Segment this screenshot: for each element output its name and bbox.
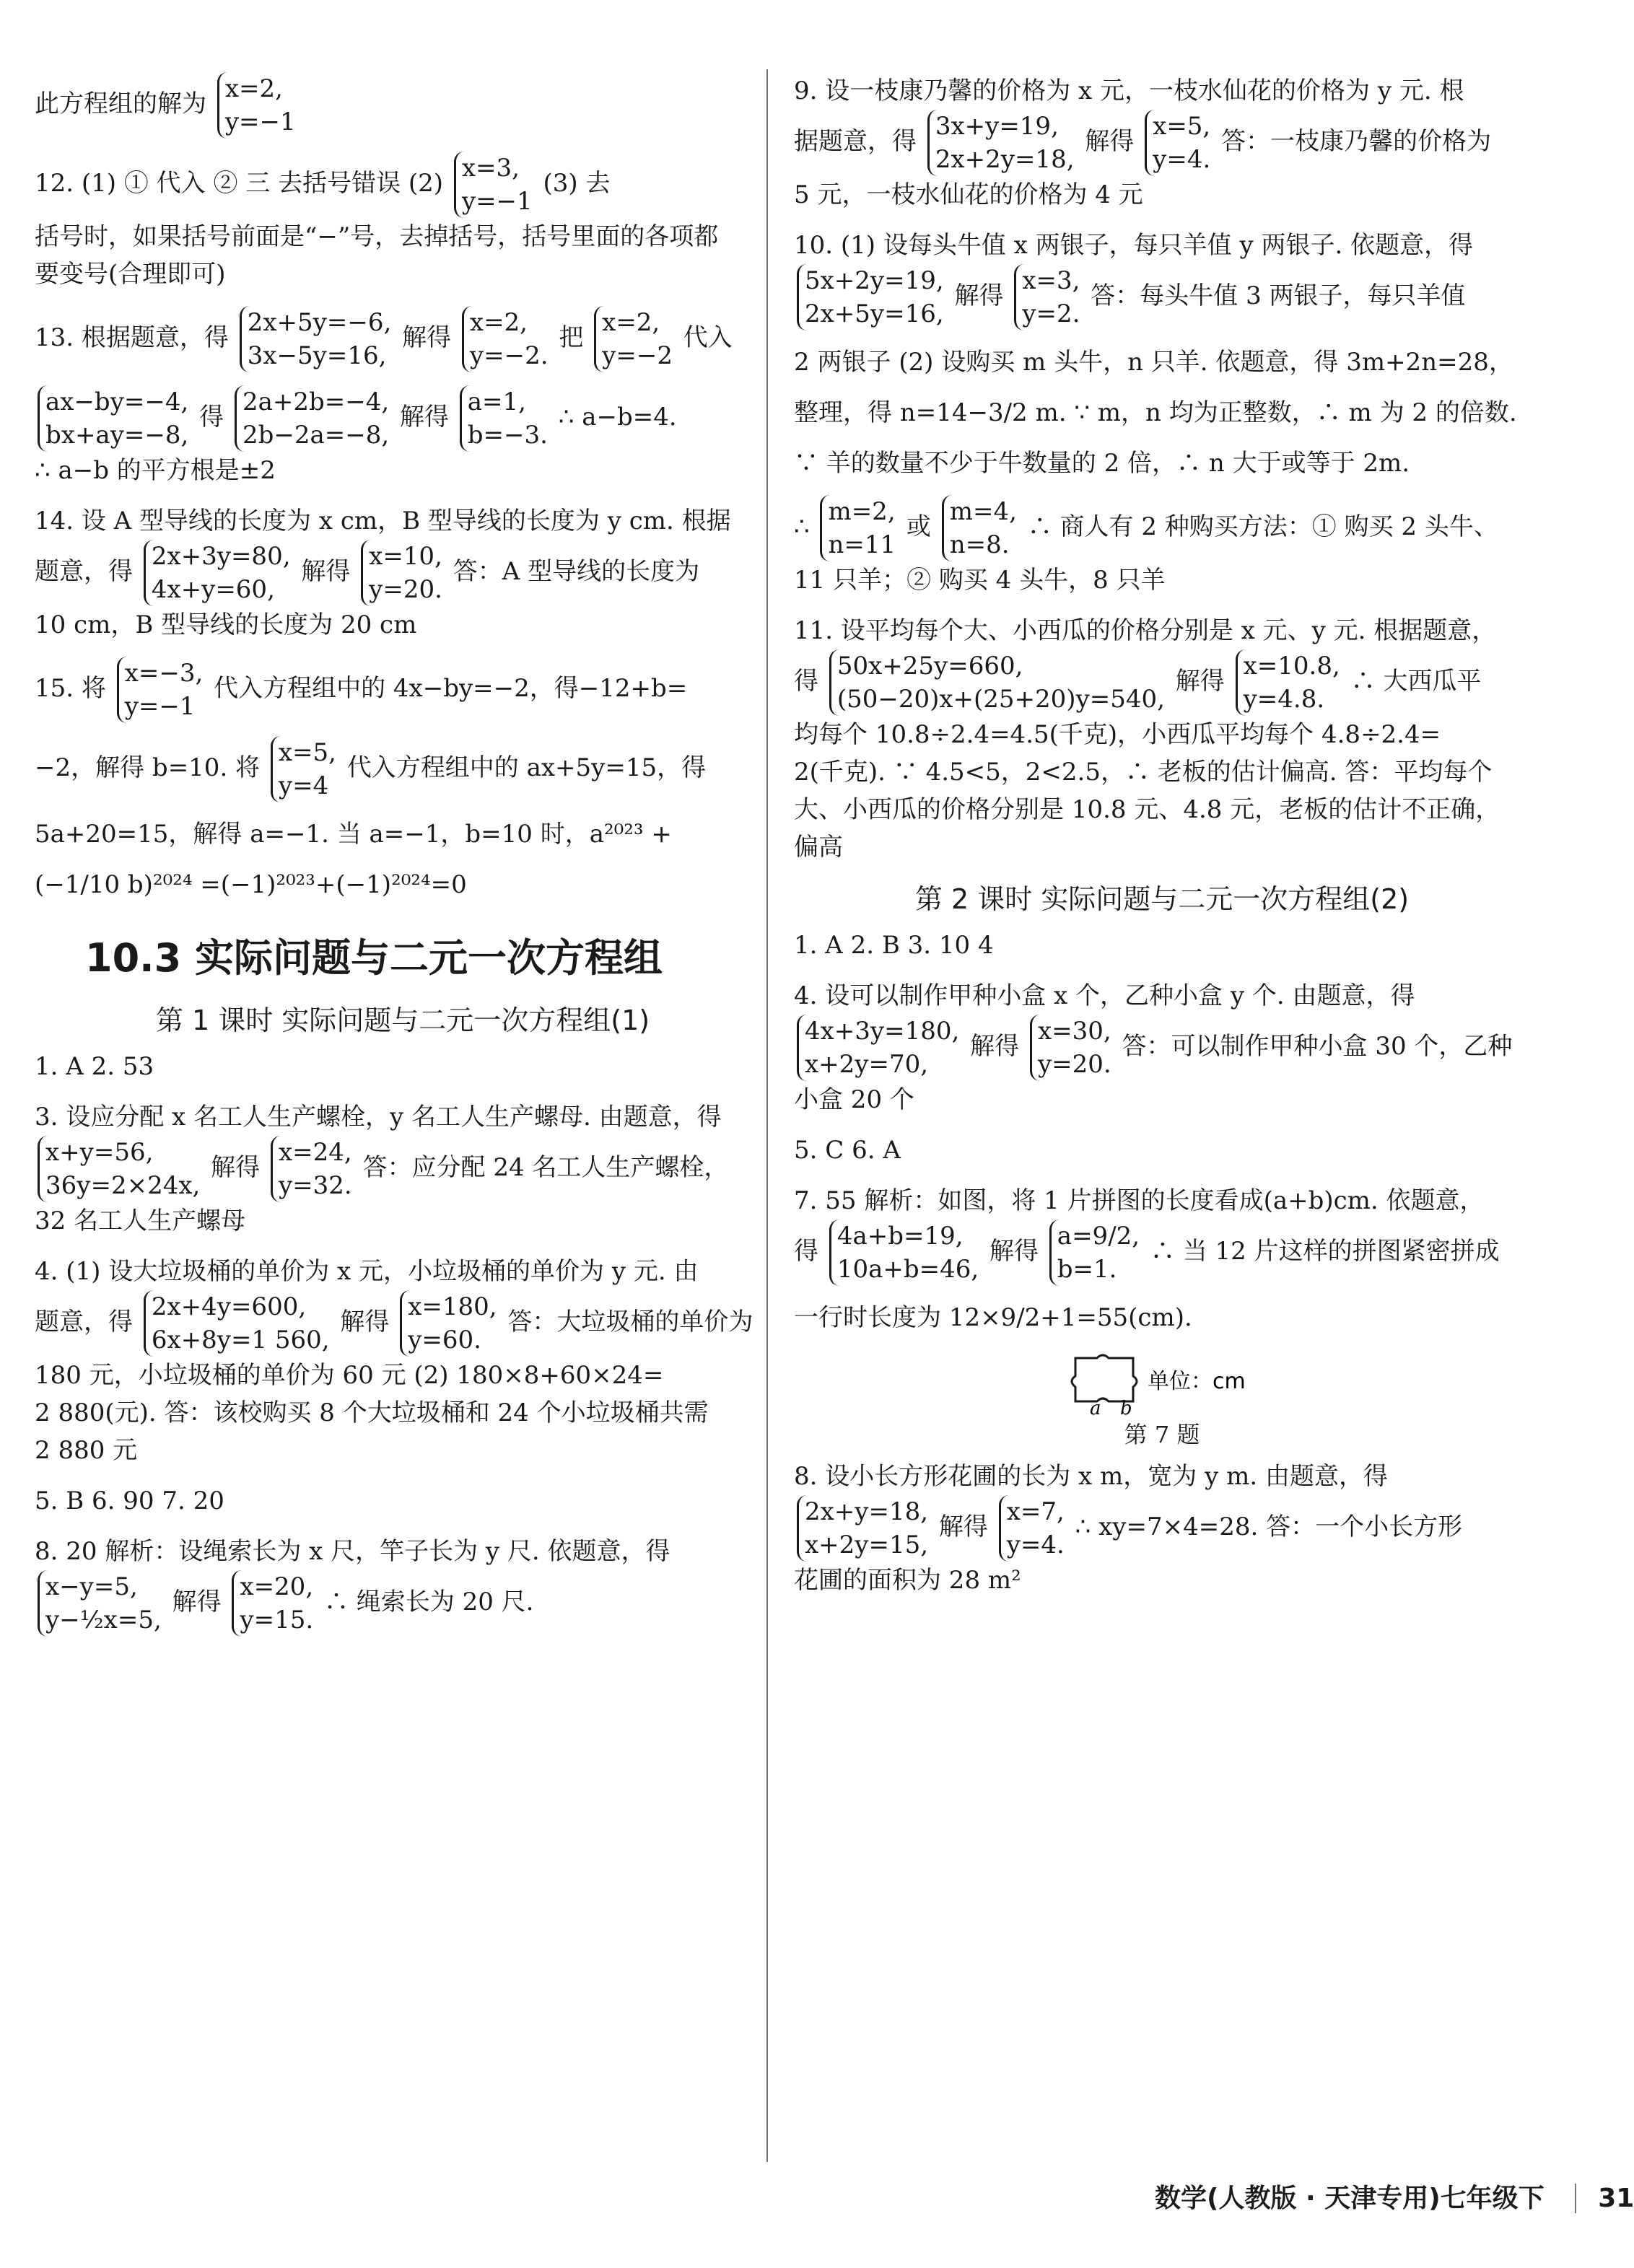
equation-system: x+y=56, 36y=2×24x, <box>38 1136 200 1202</box>
section-title: 10.3 实际问题与二元一次方程组 <box>85 935 663 981</box>
fig-label-a: a <box>1090 1398 1101 1419</box>
equation-system: x=10, y=20. <box>361 540 442 606</box>
q10-line: 2 两银子 (2) 设购买 m 头牛，n 只羊. 依题意，得 3m+2n=28， <box>794 348 1513 377</box>
left-column <box>35 72 771 1637</box>
equation-system: 2x+y=18, x+2y=15, <box>797 1495 928 1562</box>
q11-line: 均每个 10.8÷2.4=4.5(千克)，小西瓜平均每个 4.8÷2.4= <box>794 720 1441 749</box>
q10-sys2: ∴ m=2, n=11 或 m=4, n=8. ∴ 商人有 2 种购买方法：① 购买 2 头牛、 <box>794 495 1530 561</box>
q12 <box>35 152 771 218</box>
q13-end: ∴ a−b 的平方根是±2 <box>35 456 276 485</box>
puzzle-figure <box>794 1351 1530 1450</box>
equation-system: 2x+5y=−6, 3x−5y=16, <box>240 306 392 372</box>
equation-system: x=180, y=60. <box>400 1290 497 1357</box>
answer-line: 4. (1) 设大垃圾桶的单价为 x 元，小垃圾桶的单价为 y 元. 由 <box>35 1257 699 1286</box>
q14-line: 10 cm，B 型导线的长度为 20 cm <box>35 610 417 639</box>
fig-unit: 单位：cm <box>1148 1369 1246 1394</box>
puzzle-piece-icon <box>1068 1351 1256 1419</box>
q15-line: 5a+20=15，解得 a=−1. 当 a=−1，b=10 时，a²⁰²³ + <box>35 820 672 849</box>
answer-line: 1. A 2. B 3. 10 4 <box>794 931 994 960</box>
lesson-title: 第 2 课时 实际问题与二元一次方程组(2) <box>914 883 1410 915</box>
q10-line: 10. (1) 设每头牛值 x 两银子，每只羊值 y 两银子. 依题意，得 <box>794 231 1474 260</box>
answer-line: 8. 设小长方形花圃的长为 x m，宽为 y m. 由题意，得 <box>794 1462 1388 1491</box>
a4-sys: 题意，得 2x+4y=600, 6x+8y=1 560, 解得 x=180, y=60. 答：大垃圾桶的单价为 <box>35 1290 771 1357</box>
text: 此方程组的解为 <box>35 89 206 118</box>
answer-line: 2 880(元). 答：该校购买 8 个大垃圾桶和 24 个小垃圾桶共需 <box>35 1398 709 1427</box>
b8-sys: 2x+y=18, x+2y=15, 解得 x=7, y=4. ∴ xy=7×4=28. 答：一个小长方形 <box>794 1495 1530 1562</box>
a3-sys: x+y=56, 36y=2×24x, 解得 x=24, y=32. 答：应分配 24 名工人生产螺栓， <box>35 1136 771 1202</box>
fig-label-b: b <box>1120 1398 1132 1419</box>
q15-line2: −2，解得 b=10. 将 x=5, y=4 代入方程组中的 ax+5y=15，得 <box>35 736 771 802</box>
q11-line: 大、小西瓜的价格分别是 10.8 元、4.8 元，老板的估计不正确， <box>794 795 1500 824</box>
equation-system: x=7, y=4. <box>999 1495 1065 1562</box>
answer-line: 32 名工人生产螺母 <box>35 1207 246 1235</box>
q14-sys: 题意，得 2x+3y=80, 4x+y=60, 解得 x=10, y=20. 答：A 型导线的长度为 <box>35 540 771 606</box>
equation-system: x=30, y=20. <box>1030 1015 1111 1081</box>
lesson-title: 第 1 课时 实际问题与二元一次方程组(1) <box>155 1004 650 1036</box>
figure-caption: 第 7 题 <box>1124 1421 1200 1448</box>
answer-line: 7. 55 解析：如图，将 1 片拼图的长度看成(a+b)cm. 依题意， <box>794 1186 1485 1215</box>
q9-line: 9. 设一枝康乃馨的价格为 x 元，一枝水仙花的价格为 y 元. 根 <box>794 76 1464 105</box>
equation-system: 2x+3y=80, 4x+y=60, <box>144 540 291 606</box>
text: (3) 去 <box>543 169 611 198</box>
equation-system: x=2, y=−2. <box>462 306 549 372</box>
b4-sys: 4x+3y=180, x+2y=70, 解得 x=30, y=20. 答：可以制作甲种小盒 30 个，乙种 <box>794 1015 1530 1081</box>
answer-line: 3. 设应分配 x 名工人生产螺栓，y 名工人生产螺母. 由题意，得 <box>35 1103 722 1131</box>
q15: 15. 将 x=−3, y=−1 代入方程组中的 4x−by=−2，得−12+b= <box>35 657 771 723</box>
equation-system: 50x+25y=660, (50−20)x+(25+20)y=540, <box>829 649 1165 716</box>
equation-system: 5x+2y=19, 2x+5y=16, <box>797 264 944 330</box>
q12-line: 括号时，如果括号前面是“−”号，去掉括号，括号里面的各项都 <box>35 222 719 251</box>
equation-system: a=1, b=−3. <box>460 385 548 452</box>
a8-sys: x−y=5, y−½x=5, 解得 x=20, y=15. ∴ 绳索长为 20 尺. <box>35 1570 771 1637</box>
q10-line: ∵ 羊的数量不少于牛数量的 2 倍，∴ n 大于或等于 2m. <box>794 449 1410 478</box>
answer-line: 8. 20 解析：设绳索长为 x 尺，竿子长为 y 尺. 依题意，得 <box>35 1537 670 1566</box>
equation-system: m=4, n=8. <box>942 495 1017 561</box>
q13-line2: ax−by=−4, bx+ay=−8, 得 2a+2b=−4, 2b−2a=−8, 解得 a=1, b=−3. ∴ a−b=4. <box>35 385 771 452</box>
q10-line: 整理，得 n=14−3/2 m. ∵ m，n 均为正整数，∴ m 为 2 的倍数. <box>794 398 1517 427</box>
q11-line: 2(千克). ∵ 4.5<5，2<2.5，∴ 老板的估计偏高. 答：平均每个 <box>794 758 1493 787</box>
equation-system: 4a+b=19, 10a+b=46, <box>829 1220 979 1286</box>
q12-line: 要变号(合理即可) <box>35 260 226 289</box>
equation-system: x=2, y=−2 <box>594 306 673 372</box>
equation-system: x=10.8, y=4.8. <box>1236 649 1340 716</box>
q11-tail <box>35 72 771 139</box>
answer-line: 4. 设可以制作甲种小盒 x 个，乙种小盒 y 个. 由题意，得 <box>794 981 1415 1010</box>
q15-line: (−1/10 b)²⁰²⁴ =(−1)²⁰²³+(−1)²⁰²⁴=0 <box>35 870 467 899</box>
equation-system: x=20, y=15. <box>232 1570 313 1637</box>
q11-line: 偏高 <box>794 833 843 862</box>
book-title: 数学(人教版 · 天津专用)七年级下 <box>1155 2184 1545 2213</box>
q11-line: 11. 设平均每个大、小西瓜的价格分别是 x 元、y 元. 根据题意， <box>794 616 1497 645</box>
right-column <box>794 72 1530 1599</box>
q10-sys: 5x+2y=19, 2x+5y=16, 解得 x=3, y=2. 答：每头牛值 3 两银子，每只羊值 <box>794 264 1530 330</box>
answer-line: 180 元，小垃圾桶的单价为 60 元 (2) 180×8+60×24= <box>35 1361 664 1390</box>
q9-line: 5 元，一枝水仙花的价格为 4 元 <box>794 180 1143 209</box>
equation-system: x=5, y=4. <box>1145 110 1210 176</box>
answer-line: 5. B 6. 90 7. 20 <box>35 1487 224 1515</box>
equation-system: x=3, y=2. <box>1014 264 1080 330</box>
answer-line: 花圃的面积为 28 m² <box>794 1566 1021 1595</box>
equation-system: 2a+2b=−4, 2b−2a=−8, <box>235 385 389 452</box>
equation-system: x=24, y=32. <box>271 1136 352 1202</box>
equation-system: x=−3, y=−1 <box>117 657 204 723</box>
q9-sys: 据题意，得 3x+y=19, 2x+2y=18, 解得 x=5, y=4. 答：一枝康乃馨的价格为 <box>794 110 1530 176</box>
text: 12. (1) ① 代入 ② 三 去括号错误 (2) <box>35 169 444 198</box>
page-footer <box>1155 2178 1634 2215</box>
answer-line: 小盒 20 个 <box>794 1085 914 1114</box>
equation-system: x−y=5, y−½x=5, <box>38 1570 162 1637</box>
equation-system: 2x+4y=600, 6x+8y=1 560, <box>144 1290 330 1357</box>
answer-line: 一行时长度为 12×9/2+1=55(cm). <box>794 1303 1192 1332</box>
equation-system: ax−by=−4, bx+ay=−8, <box>38 385 188 452</box>
q13: 13. 根据题意，得 2x+5y=−6, 3x−5y=16, 解得 x=2, y=−2. 把 x=2, y=−2 代入 <box>35 306 771 372</box>
equation-system: x=5, y=4 <box>271 736 336 802</box>
q11-sys: 得 50x+25y=660, (50−20)x+(25+20)y=540, 解得 x=10.8, y=4.8. ∴ 大西瓜平 <box>794 649 1530 716</box>
equation-system: 3x+y=19, 2x+2y=18, <box>927 110 1075 176</box>
equation-system: 4x+3y=180, x+2y=70, <box>797 1015 959 1081</box>
page-number: 31 <box>1575 2184 1634 2213</box>
equation-system: x=3, y=−1 <box>454 152 533 218</box>
equation-system: m=2, n=11 <box>820 495 896 561</box>
b7-sys: 得 4a+b=19, 10a+b=46, 解得 a=9/2, b=1. ∴ 当 12 片这样的拼图紧密拼成 <box>794 1220 1530 1286</box>
equation-system: x=2, y=−1 <box>217 72 296 139</box>
answer-line: 1. A 2. 53 <box>35 1052 154 1081</box>
q14-line: 14. 设 A 型导线的长度为 x cm，B 型导线的长度为 y cm. 根据 <box>35 507 731 535</box>
answer-line: 5. C 6. A <box>794 1136 901 1165</box>
equation-system: a=9/2, b=1. <box>1049 1220 1140 1286</box>
answer-line: 2 880 元 <box>35 1436 138 1465</box>
q10-line: 11 只羊；② 购买 4 头牛，8 只羊 <box>794 566 1166 595</box>
